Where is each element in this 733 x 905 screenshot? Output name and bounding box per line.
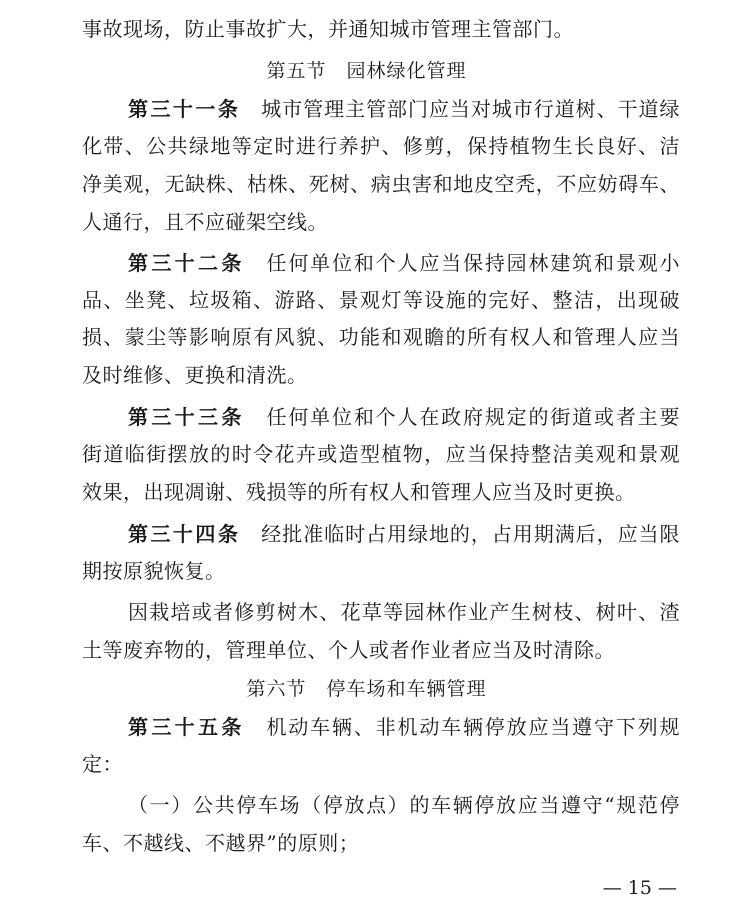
text-line: 期按原貌恢复。 (82, 559, 226, 583)
article-number: 第三十三条 (128, 405, 245, 429)
article-number: 第三十五条 (128, 715, 245, 739)
text-line: 及时维修、更换和清洗。 (82, 363, 308, 387)
paragraph-first-line: 因栽培或者修剪树木、花草等园林作业产生树枝、树叶、渣 (128, 600, 680, 624)
text-line: 化带、公共绿地等定时进行养护、修剪，保持植物生长良好、洁 (82, 134, 680, 158)
article-text: 经批准临时占用绿地的，占用期满后，应当限 (261, 522, 681, 546)
article-text: 任何单位和个人应当保持园林建筑和景观小 (266, 251, 681, 275)
page-number: — 15 — (602, 877, 677, 899)
article-number: 第三十二条 (128, 251, 245, 275)
article-number: 第三十四条 (128, 522, 241, 546)
text-line: 净美观，无缺株、枯株、死树、病虫害和地皮空秃，不应妨碍车、 (82, 172, 680, 196)
article-34-first-line (128, 521, 680, 547)
article-32-first-line (128, 250, 680, 276)
text-line: 损、蒙尘等影响原有风貌、功能和观瞻的所有权人和管理人应当 (82, 325, 680, 349)
article-35-first-line (128, 714, 680, 740)
text-line: 街道临街摆放的时令花卉或造型植物，应当保持整洁美观和景观 (82, 442, 680, 466)
article-text: 机动车辆、非机动车辆停放应当遵守下列规 (266, 715, 681, 739)
text-line: 人通行，且不应碰架空线。 (82, 210, 328, 234)
text-line: 定： (82, 752, 123, 776)
section-title-6: 第六节 停车场和车辆管理 (246, 678, 487, 700)
text-line: 土等废弃物的，管理单位、个人或者作业者应当及时清除。 (82, 638, 615, 662)
article-33-first-line (128, 404, 680, 430)
text-line: 品、坐凳、垃圾箱、游路、景观灯等设施的完好、整洁，出现破 (82, 288, 680, 312)
article-text: 城市管理主管部门应当对城市行道树、干道绿 (261, 97, 681, 121)
text-line: 车、不越线、不越界”的原则； (82, 831, 360, 855)
article-number: 第三十一条 (128, 97, 241, 121)
list-item-first-line: （一）公共停车场（停放点）的车辆停放应当遵守“规范停 (128, 793, 680, 817)
text-line: 事故现场，防止事故扩大，并通知城市管理主管部门。 (82, 17, 574, 41)
section-title-5: 第五节 园林绿化管理 (266, 60, 467, 82)
article-text: 任何单位和个人在政府规定的街道或者主要 (266, 405, 681, 429)
article-31-first-line (128, 96, 680, 122)
text-line: 效果，出现凋谢、残损等的所有权人和管理人应当及时更换。 (82, 480, 636, 504)
